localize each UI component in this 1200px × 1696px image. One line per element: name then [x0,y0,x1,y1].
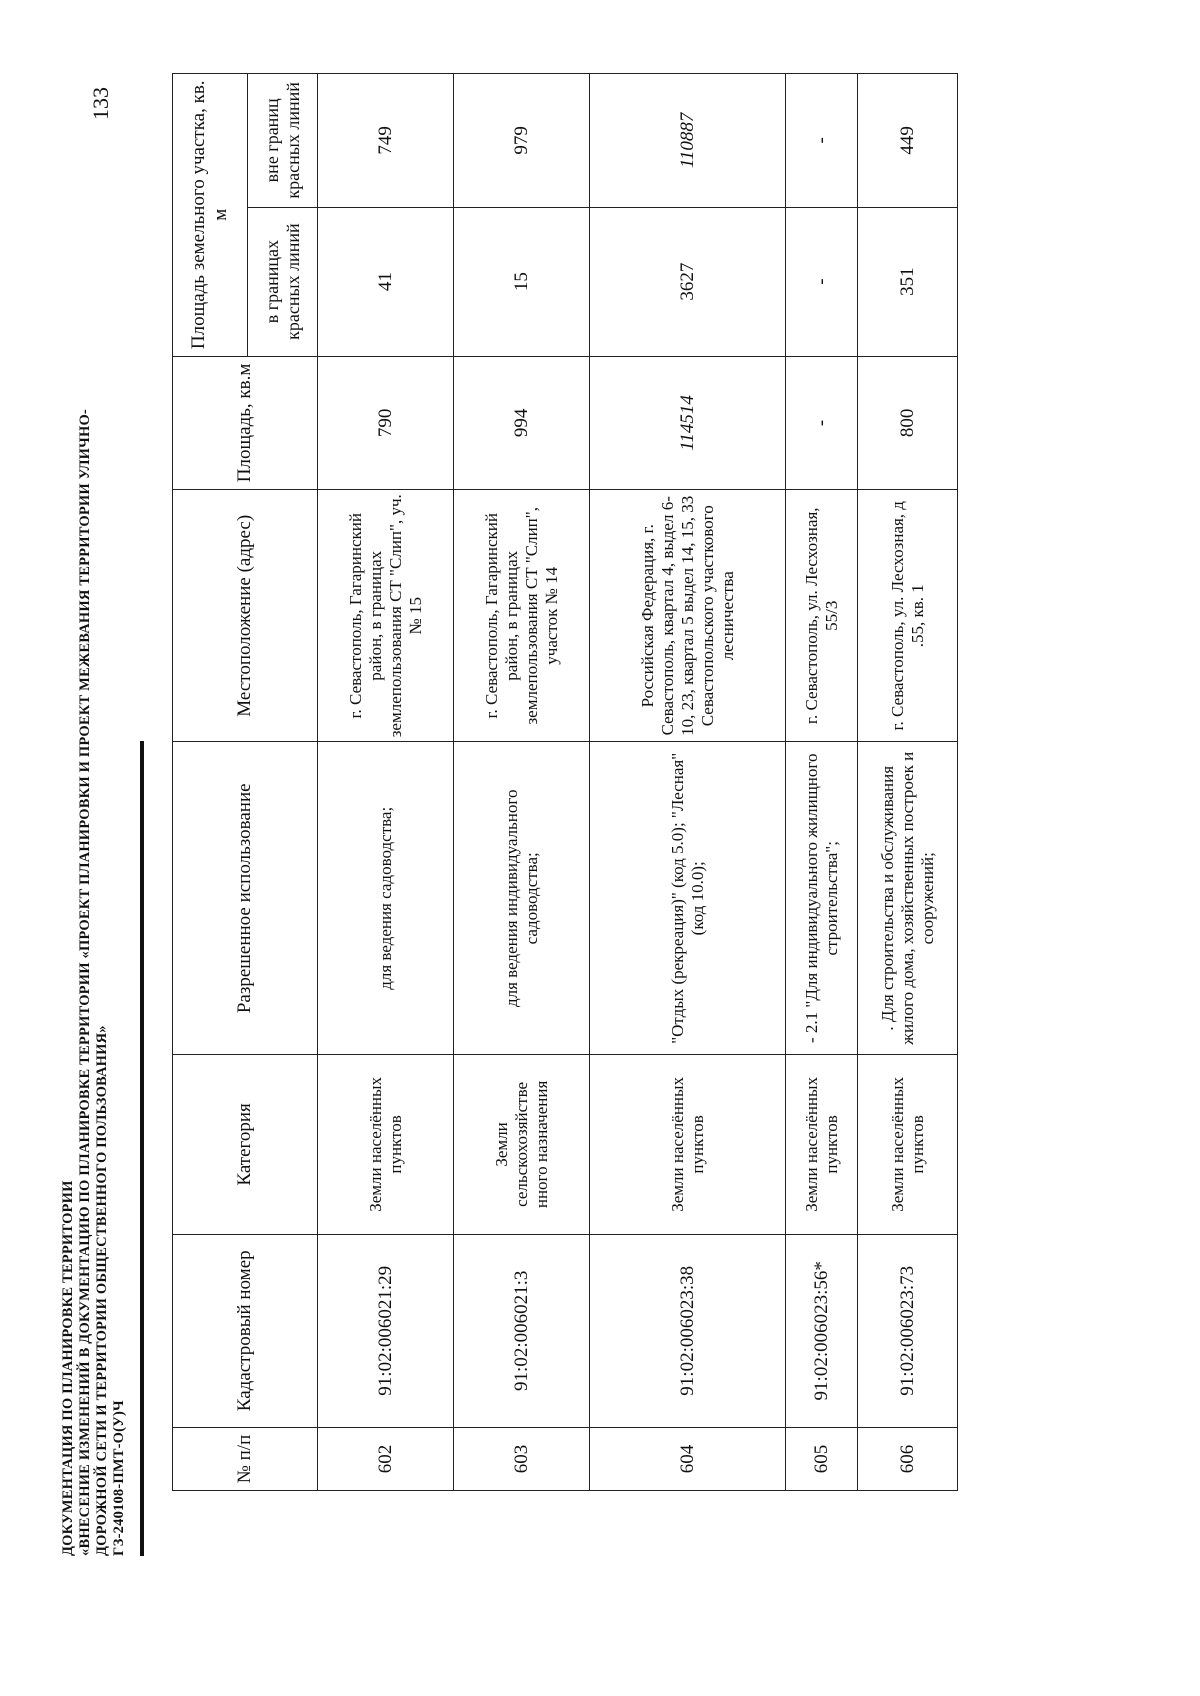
header-inside-red-lines: в границах красных линий [248,207,318,356]
header-line-1: ДОКУМЕНТАЦИЯ ПО ПЛАНИРОВКЕ ТЕРРИТОРИИ [60,1180,76,1556]
header-area: Площадь, кв.м [173,356,318,490]
header-line-2: «ВНЕСЕНИЕ ИЗМЕНЕНИЙ В ДОКУМЕНТАЦИЮ ПО ПЛАНИРОВКЕ ТЕРРИТОРИИ «ПРОЕКТ ПЛАНИРОВКИ И ПРОЕКТ МЕЖЕВАНИЯ ТЕРРИТОРИИ УЛИЧНО- [77,409,93,1556]
header-line-4: ГЗ-240108-ПМТ-О(У)Ч [111,1400,127,1556]
table-row [318,74,454,1491]
cell-category: Земли населённых пунктов [318,1055,454,1234]
cell-permitted-use: для ведения садоводства; [318,742,454,1055]
cell-num: 604 [590,1427,786,1490]
header-area-group: Площадь земельного участка, кв. м [173,74,248,357]
cell-cadastral: 91:02:006021:29 [318,1234,454,1427]
cell-location: г. Севастополь, ул. Лесхозная, д .55, кв. 1 [858,490,958,742]
table-row [590,74,786,1491]
cell-location: Российская Федерация, г. Севастополь, квартал 4, выдел 6-10, 23, квартал 5 выдел 14, 15, 33 Севастопольского участкового лесничества [590,490,786,742]
cell-cadastral: 91:02:006023:56* [786,1234,858,1427]
table-row [454,74,590,1491]
cell-inside-red: - [786,207,858,356]
header-category: Категория [173,1055,318,1234]
cell-outside-red: 979 [454,74,590,208]
cell-permitted-use: "Отдых (рекреация)" (код 5.0); "Лесная" (код 10.0); [590,742,786,1055]
cell-category: Земли населённых пунктов [590,1055,786,1234]
cell-category: Земли населённых пунктов [786,1055,858,1234]
cell-inside-red: 351 [858,207,958,356]
cell-num: 605 [786,1427,858,1490]
cell-num: 603 [454,1427,590,1490]
cell-area: 790 [318,356,454,490]
table-row [858,74,958,1491]
cell-area: 994 [454,356,590,490]
cell-permitted-use: - 2.1 "Для индивидуального жилищного строительства"; [786,742,858,1055]
cell-cadastral: 91:02:006023:73 [858,1234,958,1427]
cell-location: г. Севастополь, ул. Лесхозная, 55/3 [786,490,858,742]
cell-location: г. Севастополь, Гагаринский район, в границах землепользования СТ "Слип", уч. № 15 [318,490,454,742]
table-row [786,74,858,1491]
header-location: Местоположение (адрес) [173,490,318,742]
cell-category: Земли населённых пунктов [858,1055,958,1234]
cell-inside-red: 41 [318,207,454,356]
cell-area: - [786,356,858,490]
cell-cadastral: 91:02:006021:3 [454,1234,590,1427]
document-header [60,356,128,1556]
cell-area: 114514 [590,356,786,490]
cell-outside-red: 110887 [590,74,786,208]
cell-outside-red: - [786,74,858,208]
cell-outside-red: 749 [318,74,454,208]
cell-num: 602 [318,1427,454,1490]
header-outside-red-lines: вне границ красных линий [248,74,318,208]
cell-area: 800 [858,356,958,490]
page-number: 133 [88,87,113,120]
land-plots-table [172,73,958,1491]
header-cadastral: Кадастровый номер [173,1234,318,1427]
header-row [173,74,248,1491]
header-line-3: ДОРОЖНОЙ СЕТИ И ТЕРРИТОРИИ ОБЩЕСТВЕННОГО ПОЛЬЗОВАНИЯ» [94,1025,110,1556]
cell-permitted-use: . Для строительства и обслуживания жилого дома, хозяйственных построек и сооружений; [858,742,958,1055]
cell-category: Земли сельскохозяйстве нного назначения [454,1055,590,1234]
header-num: № п/п [173,1427,318,1490]
header-rule [140,741,144,1556]
cell-cadastral: 91:02:006023:38 [590,1234,786,1427]
cell-inside-red: 3627 [590,207,786,356]
cell-outside-red: 449 [858,74,958,208]
cell-permitted-use: для ведения индивидуального садоводства; [454,742,590,1055]
cell-num: 606 [858,1427,958,1490]
cell-inside-red: 15 [454,207,590,356]
header-permitted-use: Разрешенное использование [173,742,318,1055]
cell-location: г. Севастополь, Гагаринский район, в границах землепользования СТ "Слип", участок № 14 [454,490,590,742]
